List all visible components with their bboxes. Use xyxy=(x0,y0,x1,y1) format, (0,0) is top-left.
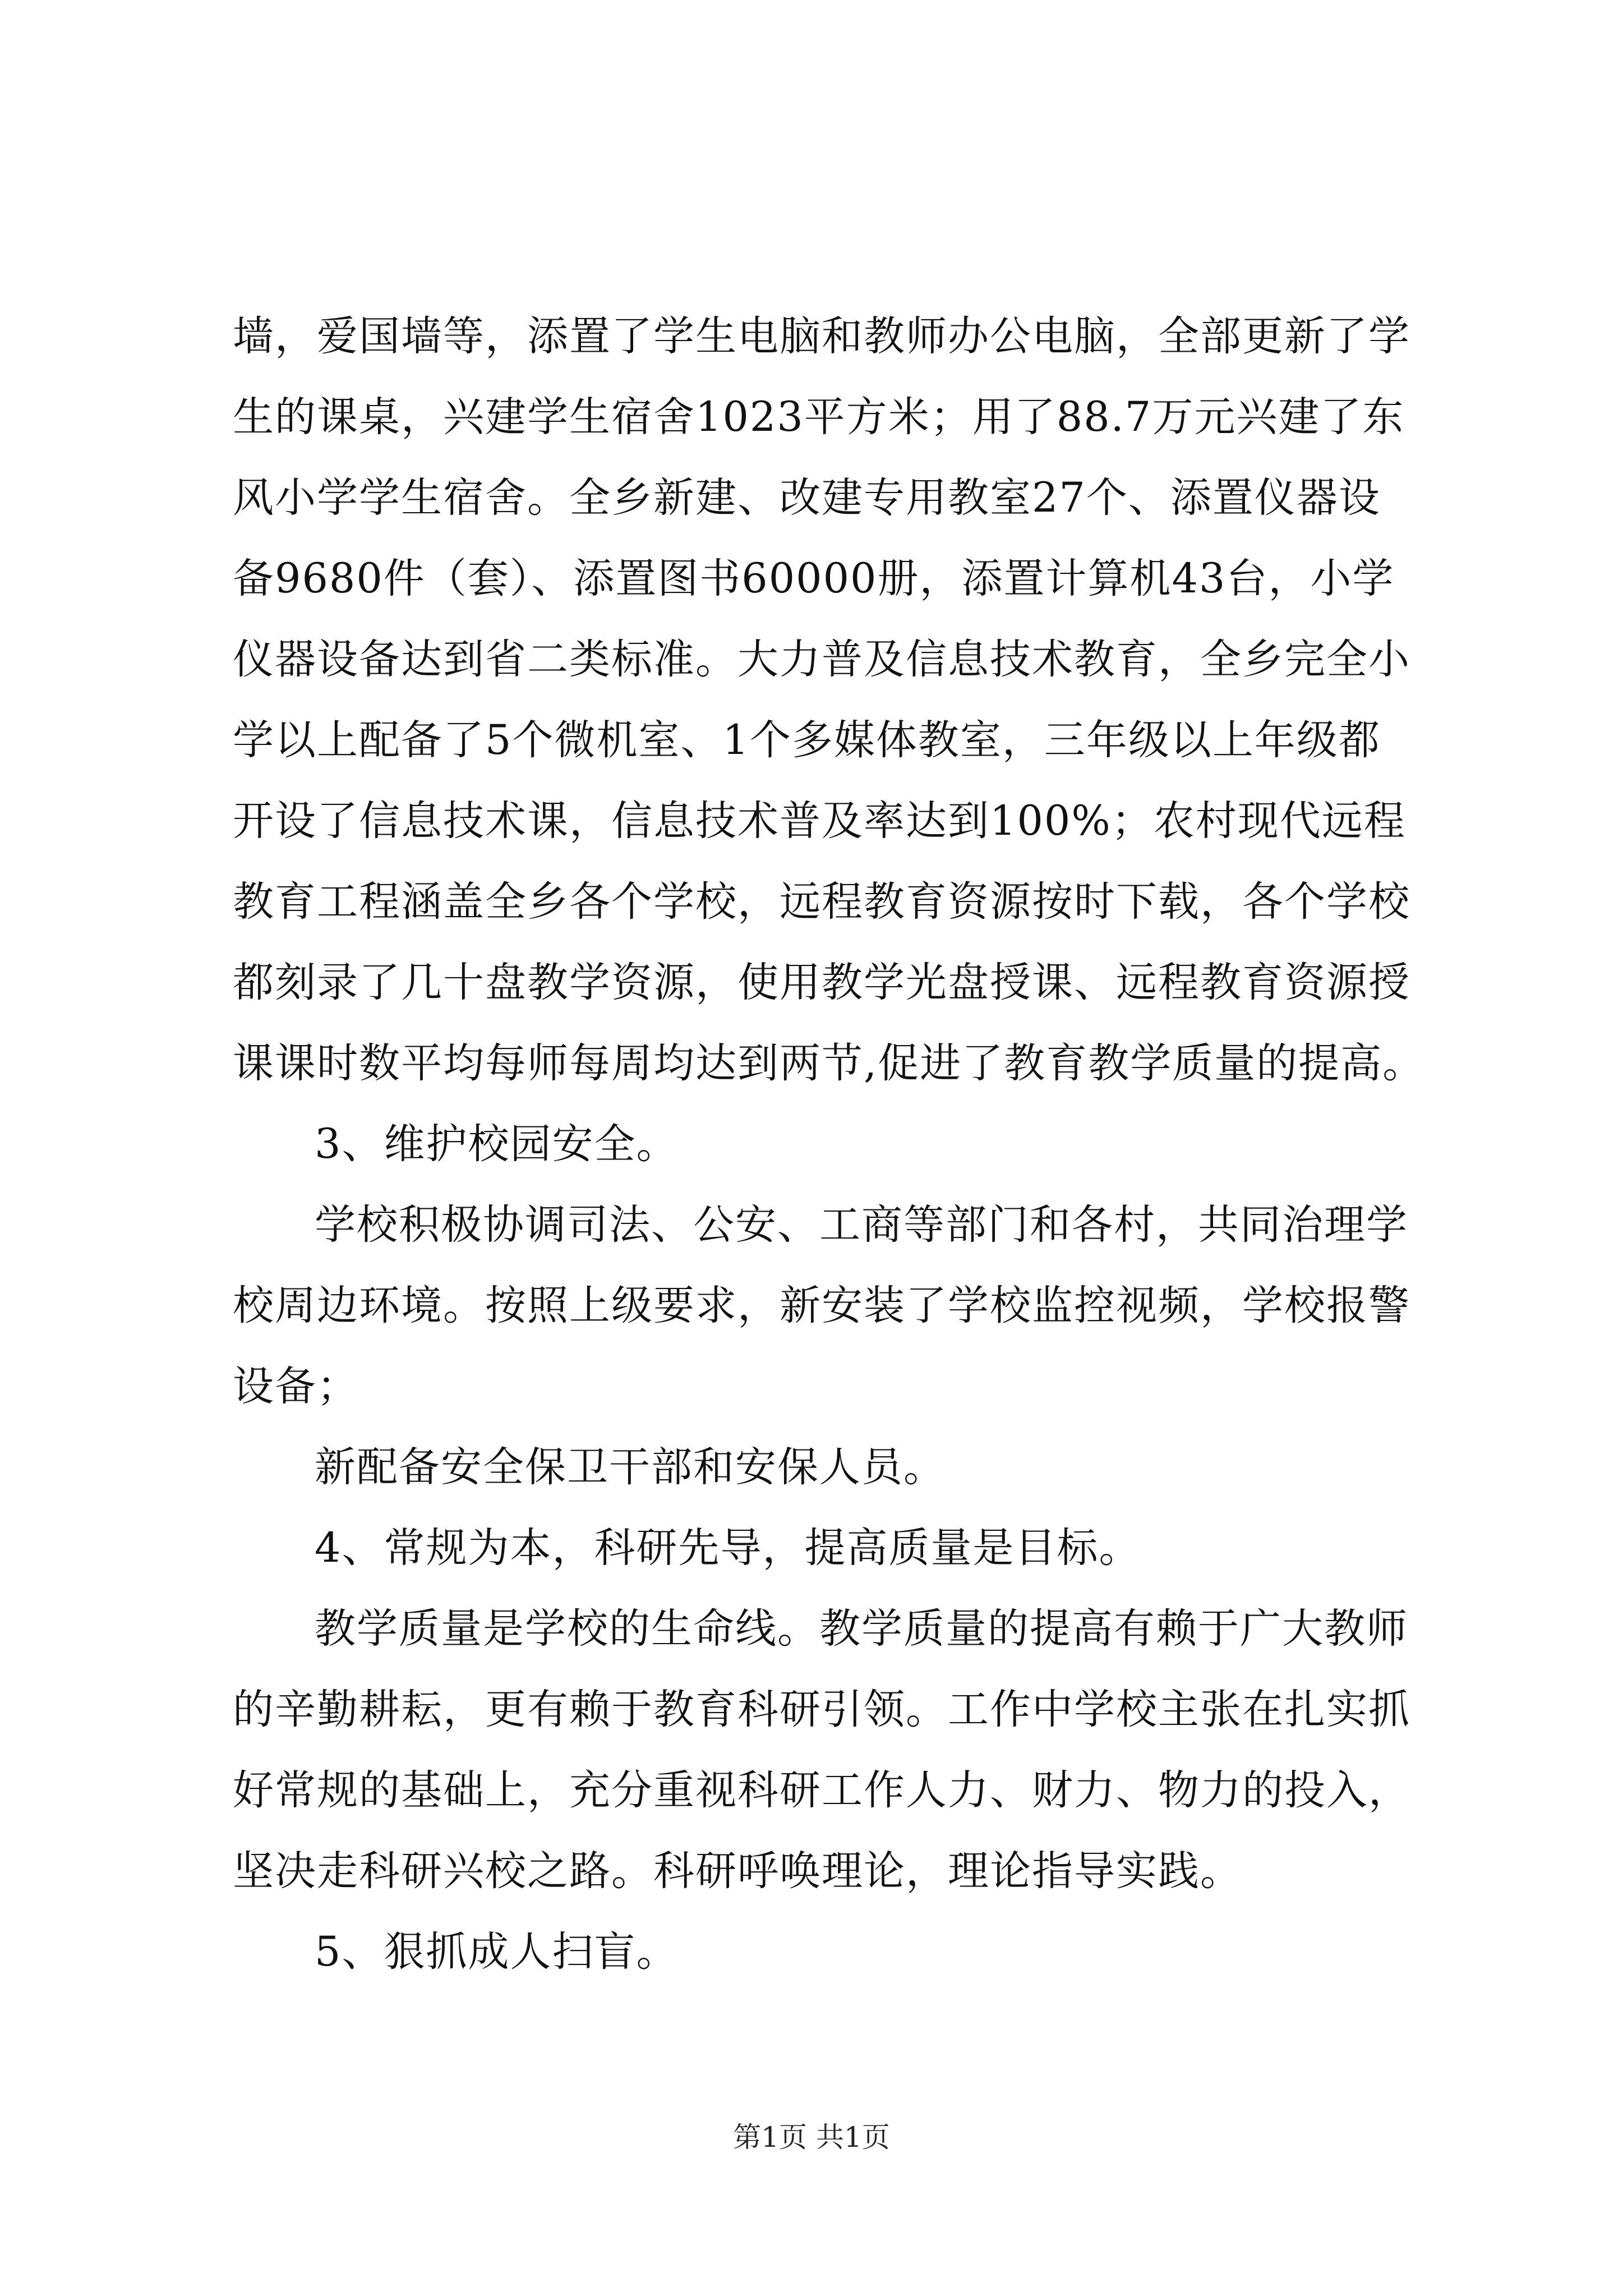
paragraph-first-line: 学校积极协调司法、公安、工商等部门和各村，共同治理学 xyxy=(315,1201,1408,1249)
document-body xyxy=(233,296,1427,1993)
text-line: 备9680件（套）、添置图书60000册，添置计算机43台，小学 xyxy=(233,555,1395,602)
text-line: 课课时数平均每师每周均达到两节,促进了教育教学质量的提高。 xyxy=(233,1039,1425,1087)
section-heading: 5、狠抓成人扫盲。 xyxy=(315,1928,679,1976)
text-line: 教育工程涵盖全乡各个学校，远程教育资源按时下载，各个学校 xyxy=(233,878,1410,926)
text-line: 都刻录了几十盘教学资源，使用教学光盘授课、远程教育资源授 xyxy=(233,959,1410,1006)
section-heading: 4、常规为本，科研先导，提高质量是目标。 xyxy=(315,1524,1141,1572)
text-line: 生的课桌，兴建学生宿舍1023平方米；用了88.7万元兴建了东 xyxy=(233,393,1405,441)
text-line: 好常规的基础上，充分重视科研工作人力、财力、物力的投入， xyxy=(233,1766,1410,1814)
text-line: 仪器设备达到省二类标准。大力普及信息技术教育，全乡完全小 xyxy=(233,636,1410,683)
text-line: 墙，爱国墙等，添置了学生电脑和教师办公电脑，全部更新了学 xyxy=(233,312,1410,360)
text-line: 的辛勤耕耘，更有赖于教育科研引领。工作中学校主张在扎实抓 xyxy=(233,1686,1410,1733)
page-footer: 第1页 共1页 xyxy=(733,2121,890,2154)
text-line: 风小学学生宿舍。全乡新建、改建专用教室27个、添置仪器设 xyxy=(233,474,1381,522)
section-heading: 3、维护校园安全。 xyxy=(315,1120,679,1168)
paragraph-first-line: 教学质量是学校的生命线。教学质量的提高有赖于广大教师 xyxy=(315,1605,1408,1653)
text-line: 设备； xyxy=(233,1363,359,1410)
text-line: 校周边环境。按照上级要求，新安装了学校监控视频，学校报警 xyxy=(233,1282,1410,1329)
paragraph-first-line: 新配备安全保卫干部和安保人员。 xyxy=(315,1443,946,1491)
text-line: 开设了信息技术课，信息技术普及率达到100%；农村现代远程 xyxy=(233,797,1406,845)
text-line: 坚决走科研兴校之路。科研呼唤理论，理论指导实践。 xyxy=(233,1847,1242,1895)
text-line: 学以上配备了5个微机室、1个多媒体教室，三年级以上年级都 xyxy=(233,716,1381,764)
